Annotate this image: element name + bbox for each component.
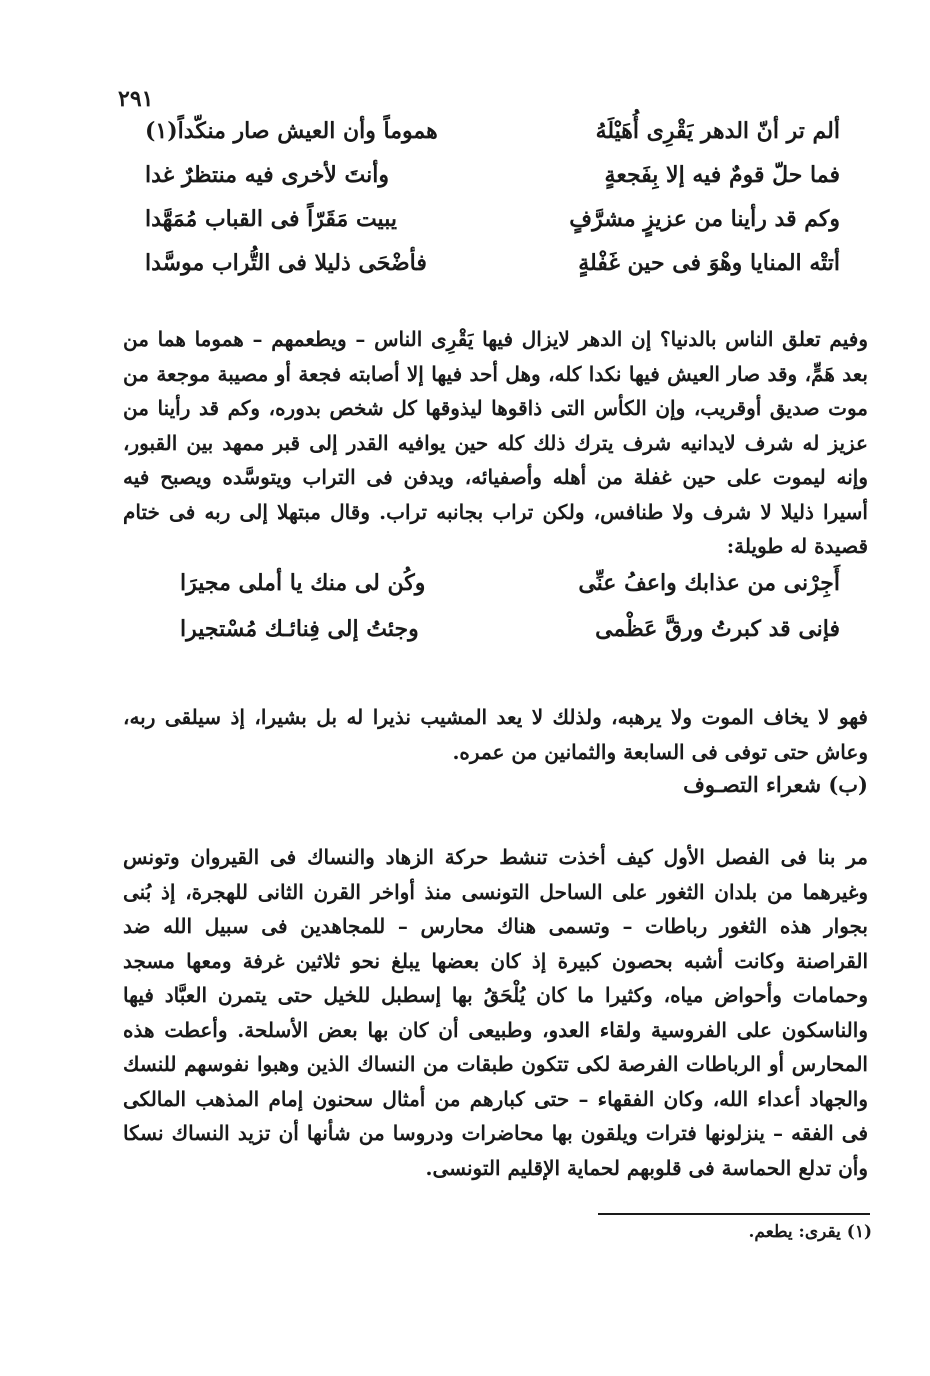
- poem-line: [180, 570, 840, 616]
- paragraph-conclusion: فهو لا يخاف الموت ولا يرهبه، ولذلك لا يعد المشيب نذيرا له بل بشيرا، إذ سيلقى ربه، وعاش حتى توفى فى السابعة والثمانين من عمره.: [123, 705, 868, 764]
- hemistich-left: يبيت مَقَرّاً فى القباب مُمَهَّدا: [145, 206, 397, 232]
- hemistich-left: هموماً وأن العيش صار منكّداً(١): [145, 118, 438, 144]
- hemistich-right: وكم قد رأينا من عزيزٍ مشرَّفٍ: [569, 206, 840, 232]
- hemistich-left: فأضْحَى ذليلا فى التُّراب موسَّدا: [145, 250, 427, 276]
- hemistich-left: وجئتُ إلى فِنائـك مُسْتجيرا: [180, 616, 419, 642]
- poem-line: [125, 118, 840, 162]
- poem-line: [125, 206, 840, 250]
- paragraph-sufi-poets: مر بنا فى الفصل الأول كيف أخذت تنشط حركة الزهاد والنساك فى القيروان وتونس وغيرهما من بلدان الثغور على الساحل التونسى منذ أواخر القرن الثانى للهجرة، إذ بُنى بجوار هذه الثغور رباطات – وتسمى هناك محارس – للمجاهدين فى سبيل الله ضد القراصنة وكانت أشبه بحصون كبيرة إذ كان بعضها يبلغ نحو ثلاثين غرفة ومعها مسجد وحمامات وأحواض مياه، وكثيرا ما كان يُلْحَقُ بها إسطبل للخيل حتى يتمرن العبَّاد فيها والناسكون على الفروسية ولقاء العدو، وطبيعى أن كان بها بعض الأسلحة. وأعطت هذه المحارس أو الرباطات الفرصة لكى تتكون طبقات من النساك الذين وهبوا نفوسهم للنسك والجهاد أعداء الله، وكان الفقهاء – حتى كبارهم من أمثال سحنون إمام المذهب المالكى فى الفقه – ينزلونها فترات ويلقون بها محاضرات ودروسا من شأنها أن تزيد النساك نسكا وأن تدلع الحماسة فى قلوبهم لحماية الإقليم التونسى.: [123, 845, 869, 1180]
- page-number: ٢٩١: [118, 86, 154, 112]
- poem-line: [125, 162, 840, 206]
- paragraph-commentary: وفيم تعلق الناس بالدنيا؟ إن الدهر لايزال فيها يَقْرِى الناس – ويطعمهم – هموما هما من بعد هَمٍّ، وقد صار العيش فيها نكدا كله، وهل أحد فيها إلا أصابته فجعة أو مصيبة موجعة من موت صديق أوقريب، وإن الكأس التى ذاقوها ليذوقها كل شخص بدوره، وكم قد رأينا من عزيز له شرف لايدانيه شرف يترك ذلك كله حين يوافيه القدر إلى قبر ممهد بين القبور، وإنه ليموت على حين غفلة من أهله وأصفيائه، ويدفن فى التراب ويتوسَّده ويصبح فيه أسيرا ذليلا لا شرف ولا طنافس، ولكن تراب بجانبه تراب. وقال مبتهلا إلى ربه فى ختام قصيدة له طويلة:: [123, 327, 868, 558]
- section-heading: (ب) شعراء التصـوف: [683, 772, 868, 797]
- hemistich-right: ألم تر أنّ الدهر يَقْرِى أُهَيْلَهُ: [595, 118, 840, 144]
- hemistich-right: أَجِرْنى من عذابك واعفُ عنِّى: [578, 570, 840, 596]
- poem-line: [180, 616, 840, 662]
- poem-line: [125, 250, 840, 294]
- footnote: (١) يقرى: يطعم.: [748, 1222, 872, 1242]
- hemistich-right: فإنى قد كبرتُ ورقَّ عَظْمى: [595, 616, 840, 642]
- poem-block-2: [180, 570, 840, 662]
- poem-block-1: [125, 118, 840, 294]
- footnote-divider: [598, 1213, 870, 1215]
- hemistich-left: وكُن لى منك يا أملى مجيرَا: [180, 570, 426, 596]
- hemistich-right: أتتْه المنايا وهْوَ فى حين غَفْلةٍ: [578, 250, 840, 276]
- hemistich-left: وأنتَ لأخرى فيه منتظرٌ غدا: [145, 162, 389, 188]
- hemistich-right: فما حلّ قومٌ فيه إلا بِفَجعةٍ: [604, 162, 840, 188]
